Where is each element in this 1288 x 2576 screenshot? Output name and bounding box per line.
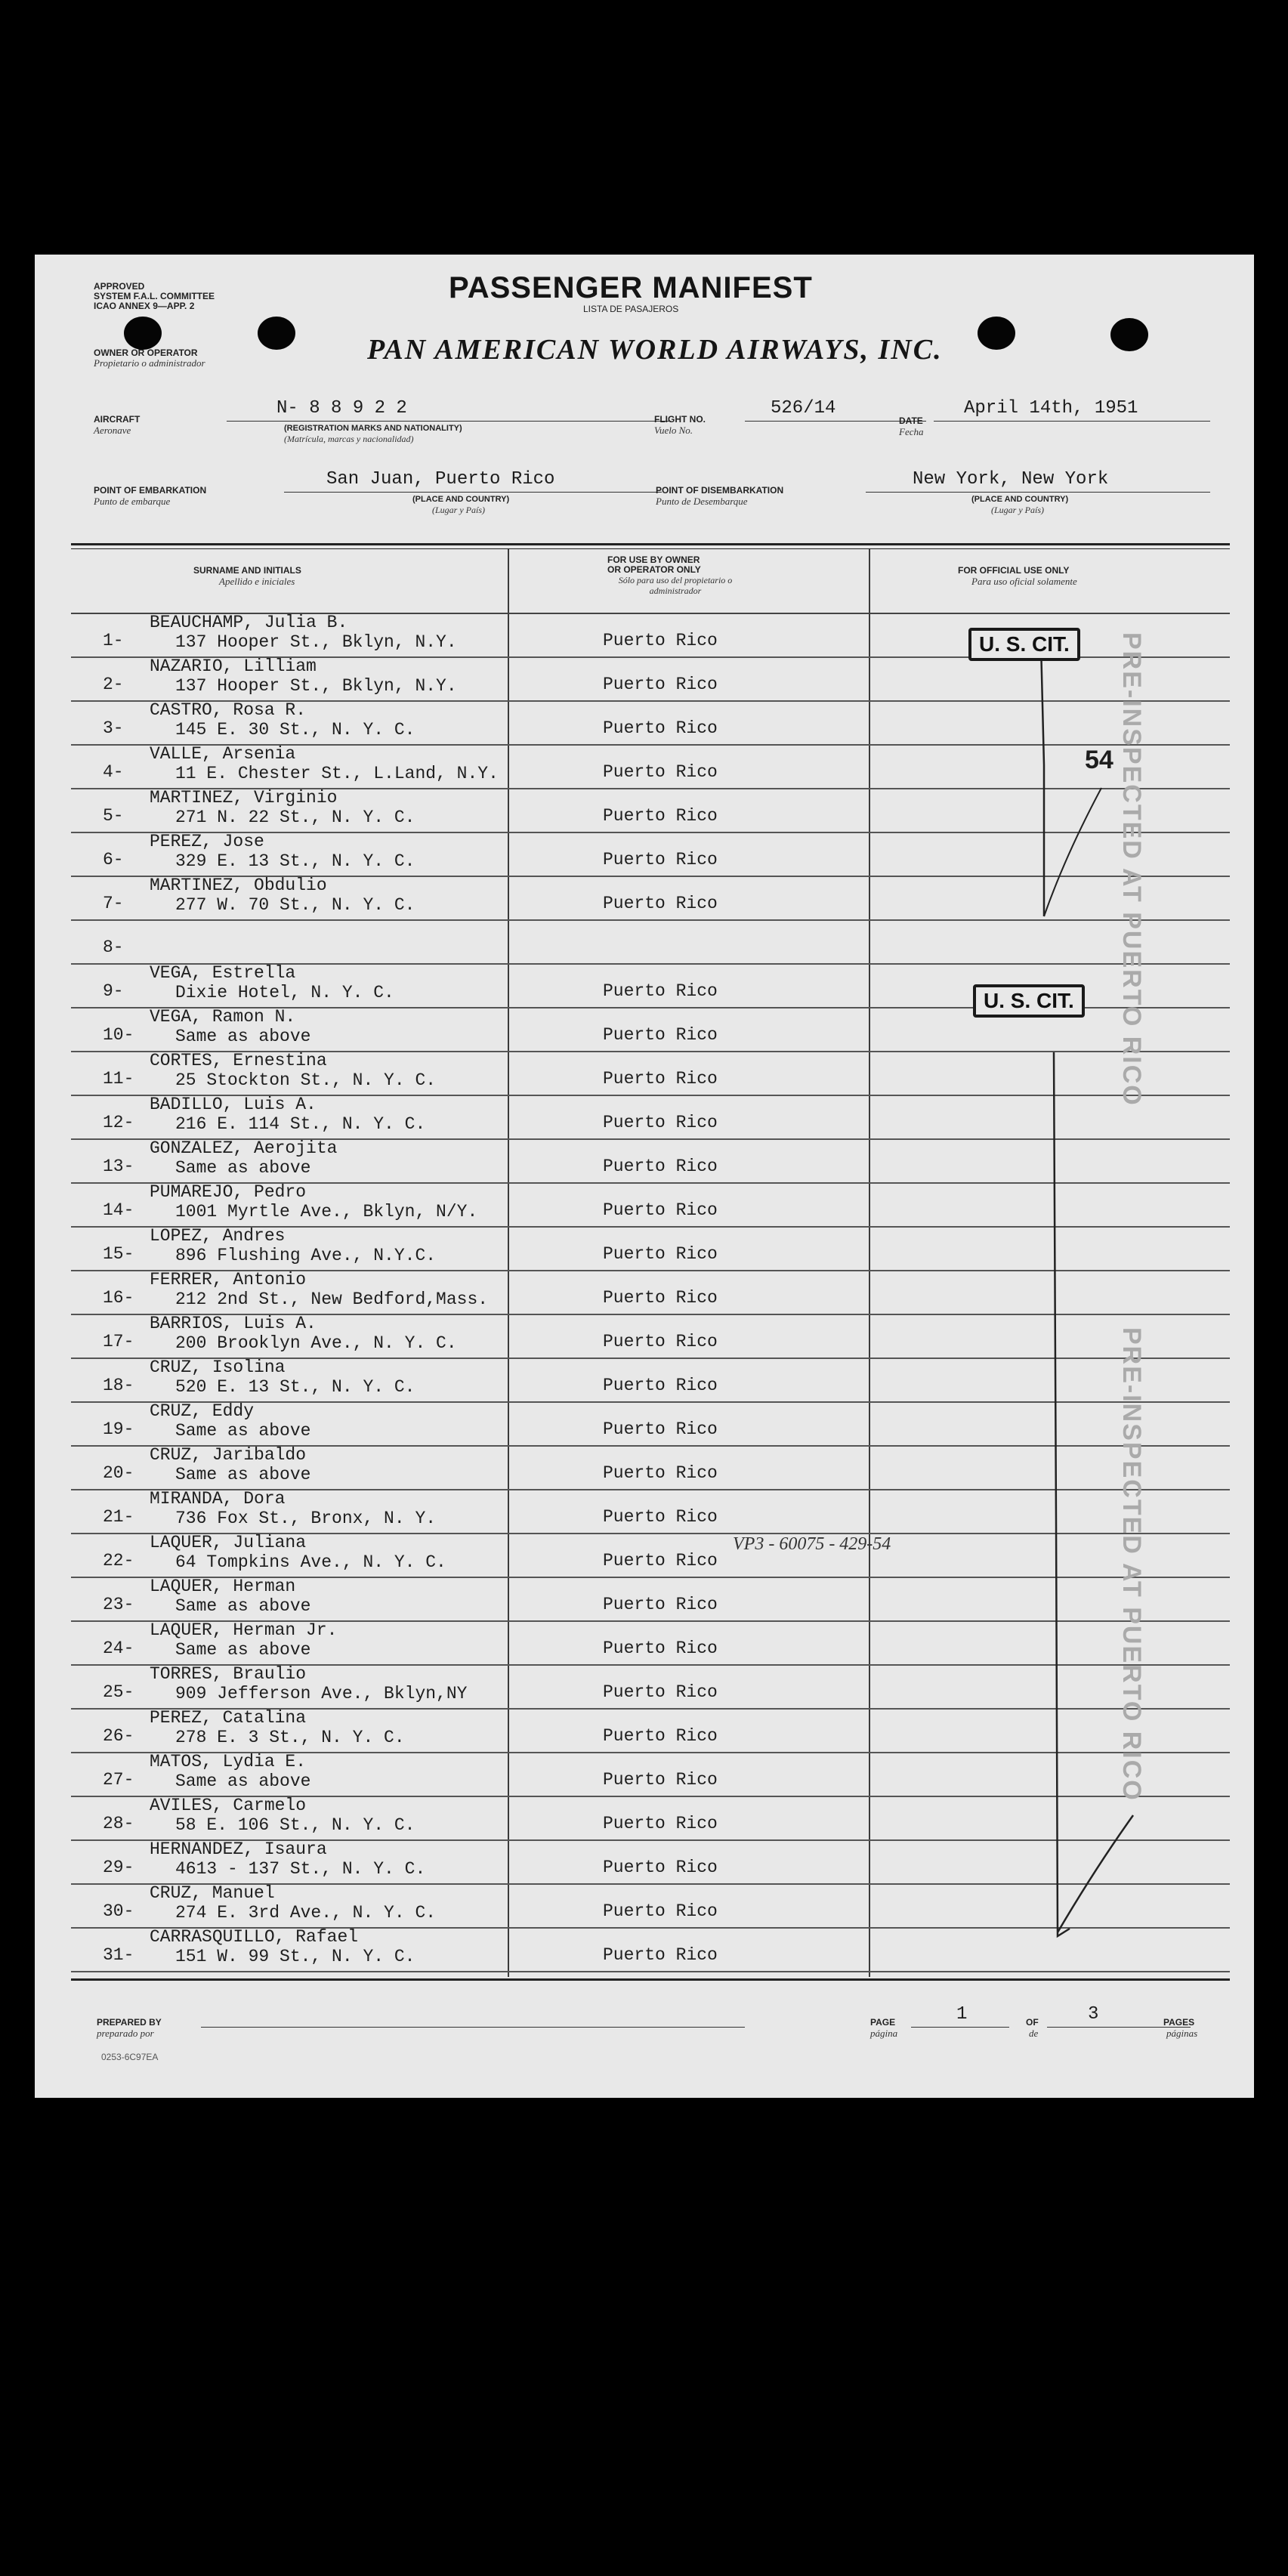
passenger-name: MIRANDA, Dora bbox=[150, 1489, 286, 1509]
row-number: 4- bbox=[103, 762, 124, 782]
aircraft-note-es: (Matrícula, marcas y nacionalidad) bbox=[284, 434, 414, 444]
page-label-es: página bbox=[870, 2028, 898, 2039]
passenger-address: Same as above bbox=[175, 1421, 311, 1441]
flight-label-es: Vuelo No. bbox=[654, 425, 693, 436]
owner-entry: Puerto Rico bbox=[603, 1157, 718, 1176]
disembark-value: New York, New York bbox=[913, 469, 1109, 490]
row-number: 22- bbox=[103, 1551, 134, 1571]
manifest-sheet bbox=[35, 255, 1254, 2098]
owner-entry: Puerto Rico bbox=[603, 1025, 718, 1045]
passenger-name: CRUZ, Manuel bbox=[150, 1883, 275, 1903]
row-number: 26- bbox=[103, 1726, 134, 1746]
owner-entry: Puerto Rico bbox=[603, 1507, 718, 1527]
passenger-address: 520 E. 13 St., N. Y. C. bbox=[175, 1377, 415, 1397]
col1-header: SURNAME AND INITIALS bbox=[193, 565, 301, 576]
row-number: 8- bbox=[103, 937, 124, 957]
official-marks bbox=[869, 614, 1231, 1981]
passenger-name: VEGA, Ramon N. bbox=[150, 1007, 296, 1027]
passenger-address: 25 Stockton St., N. Y. C. bbox=[175, 1070, 437, 1090]
row-number: 30- bbox=[103, 1901, 134, 1921]
col3-header: FOR OFFICIAL USE ONLY bbox=[958, 565, 1070, 576]
owner-entry: Puerto Rico bbox=[603, 894, 718, 913]
prepared-underline bbox=[201, 2027, 745, 2028]
row-number: 31- bbox=[103, 1945, 134, 1965]
passenger-address: 145 E. 30 St., N. Y. C. bbox=[175, 720, 415, 740]
passenger-address: 909 Jefferson Ave., Bklyn,NY bbox=[175, 1684, 468, 1703]
col1-header-es: Apellido e iniciales bbox=[219, 576, 295, 587]
owner-entry: Puerto Rico bbox=[603, 1858, 718, 1877]
owner-entry: Puerto Rico bbox=[603, 1726, 718, 1746]
passenger-name: FERRER, Antonio bbox=[150, 1270, 307, 1290]
disembark-label-es: Punto de Desembarque bbox=[656, 496, 748, 507]
row-number: 2- bbox=[103, 675, 124, 694]
passenger-name: MATOS, Lydia E. bbox=[150, 1752, 307, 1771]
us-citizen-stamp: U. S. CIT. bbox=[973, 984, 1085, 1018]
date-label: DATE bbox=[899, 415, 923, 426]
passenger-name: NAZARIO, Lilliam bbox=[150, 656, 317, 676]
owner-entry: Puerto Rico bbox=[603, 1200, 718, 1220]
passenger-address: Dixie Hotel, N. Y. C. bbox=[175, 983, 394, 1002]
owner-entry: Puerto Rico bbox=[603, 806, 718, 826]
passenger-address: 329 E. 13 St., N. Y. C. bbox=[175, 851, 415, 871]
handwritten-note: VP3 - 60075 - 429-54 bbox=[733, 1534, 891, 1554]
passenger-address: 200 Brooklyn Ave., N. Y. C. bbox=[175, 1333, 457, 1353]
row-number: 14- bbox=[103, 1200, 134, 1220]
passenger-address: 271 N. 22 St., N. Y. C. bbox=[175, 808, 415, 827]
row-number: 21- bbox=[103, 1507, 134, 1527]
count-number: 54 bbox=[1085, 746, 1113, 774]
passenger-address: Same as above bbox=[175, 1596, 311, 1616]
prepared-label-es: preparado por bbox=[97, 2028, 154, 2039]
passenger-name: PUMAREJO, Pedro bbox=[150, 1182, 307, 1202]
punch-hole bbox=[258, 317, 295, 350]
disembark-place-note-es: (Lugar y País) bbox=[991, 505, 1044, 515]
passenger-address: 137 Hooper St., Bklyn, N.Y. bbox=[175, 632, 457, 652]
row-number: 20- bbox=[103, 1463, 134, 1483]
aircraft-label-es: Aeronave bbox=[94, 425, 131, 436]
flight-label: FLIGHT NO. bbox=[654, 414, 706, 425]
disembark-underline bbox=[866, 492, 1210, 493]
owner-entry: Puerto Rico bbox=[603, 1770, 718, 1790]
owner-label-es: Propietario o administrador bbox=[94, 357, 205, 369]
owner-entry: Puerto Rico bbox=[603, 1551, 718, 1571]
preinspected-stamp: PRE-INSPECTED AT PUERTO RICO bbox=[1117, 1327, 1146, 1802]
row-number: 29- bbox=[103, 1858, 134, 1877]
row-number: 24- bbox=[103, 1639, 134, 1658]
passenger-name: MARTINEZ, Obdulio bbox=[150, 876, 327, 895]
row-number: 12- bbox=[103, 1113, 134, 1132]
embark-label: POINT OF EMBARKATION bbox=[94, 485, 207, 496]
owner-entry: Puerto Rico bbox=[603, 1113, 718, 1132]
row-number: 27- bbox=[103, 1770, 134, 1790]
passenger-name: VALLE, Arsenia bbox=[150, 744, 296, 764]
owner-entry: Puerto Rico bbox=[603, 675, 718, 694]
page-title-es: LISTA DE PASAJEROS bbox=[583, 304, 679, 314]
date-label-es: Fecha bbox=[899, 426, 924, 437]
passenger-name: CRUZ, Jaribaldo bbox=[150, 1445, 307, 1465]
date-underline bbox=[934, 421, 1210, 422]
passenger-name: BADILLO, Luis A. bbox=[150, 1095, 317, 1114]
approved-line: APPROVED bbox=[94, 281, 145, 292]
passenger-name: LOPEZ, Andres bbox=[150, 1226, 286, 1246]
passenger-address: Same as above bbox=[175, 1640, 311, 1660]
punch-hole bbox=[1110, 318, 1148, 351]
row-number: 28- bbox=[103, 1814, 134, 1833]
owner-entry: Puerto Rico bbox=[603, 1419, 718, 1439]
passenger-name: GONZALEZ, Aerojita bbox=[150, 1138, 338, 1158]
owner-entry: Puerto Rico bbox=[603, 1945, 718, 1965]
row-number: 10- bbox=[103, 1025, 134, 1045]
embark-place-note-es: (Lugar y País) bbox=[432, 505, 485, 515]
owner-entry: Puerto Rico bbox=[603, 1332, 718, 1351]
owner-label: OWNER OR OPERATOR bbox=[94, 347, 198, 358]
approved-line: SYSTEM F.A.L. COMMITTEE bbox=[94, 291, 215, 301]
pages-label-es: páginas bbox=[1166, 2028, 1198, 2039]
pages-label: PAGES bbox=[1163, 2017, 1195, 2028]
passenger-address: 278 E. 3 St., N. Y. C. bbox=[175, 1728, 405, 1747]
flight-value: 526/14 bbox=[771, 398, 836, 419]
passenger-address: 1001 Myrtle Ave., Bklyn, N/Y. bbox=[175, 1202, 478, 1222]
passenger-address: 896 Flushing Ave., N.Y.C. bbox=[175, 1246, 437, 1265]
owner-entry: Puerto Rico bbox=[603, 1376, 718, 1395]
owner-entry: Puerto Rico bbox=[603, 762, 718, 782]
of-label-es: de bbox=[1029, 2028, 1039, 2039]
us-citizen-stamp: U. S. CIT. bbox=[968, 628, 1080, 661]
row-number: 25- bbox=[103, 1682, 134, 1702]
owner-entry: Puerto Rico bbox=[603, 1069, 718, 1089]
aircraft-underline bbox=[227, 421, 671, 422]
row-number: 16- bbox=[103, 1288, 134, 1308]
passenger-address: 274 E. 3rd Ave., N. Y. C. bbox=[175, 1903, 437, 1923]
passenger-address: 151 W. 99 St., N. Y. C. bbox=[175, 1947, 415, 1966]
row-number: 5- bbox=[103, 806, 124, 826]
col3-header-es: Para uso oficial solamente bbox=[971, 576, 1077, 587]
owner-entry: Puerto Rico bbox=[603, 718, 718, 738]
passenger-name: HERNANDEZ, Isaura bbox=[150, 1839, 327, 1859]
row-number: 13- bbox=[103, 1157, 134, 1176]
aircraft-label: AIRCRAFT bbox=[94, 414, 141, 425]
owner-entry: Puerto Rico bbox=[603, 631, 718, 650]
passenger-address: Same as above bbox=[175, 1771, 311, 1791]
airline-name: PAN AMERICAN WORLD AIRWAYS, INC. bbox=[367, 334, 943, 366]
owner-entry: Puerto Rico bbox=[603, 1639, 718, 1658]
embark-value: San Juan, Puerto Rico bbox=[326, 469, 555, 490]
passenger-name: PEREZ, Jose bbox=[150, 832, 264, 851]
row-number: 9- bbox=[103, 981, 124, 1001]
row-number: 18- bbox=[103, 1376, 134, 1395]
passenger-address: 212 2nd St., New Bedford,Mass. bbox=[175, 1290, 489, 1309]
passenger-address: 736 Fox St., Bronx, N. Y. bbox=[175, 1509, 437, 1528]
passenger-name: CORTES, Ernestina bbox=[150, 1051, 327, 1070]
passenger-address: 137 Hooper St., Bklyn, N.Y. bbox=[175, 676, 457, 696]
of-label: OF bbox=[1026, 2017, 1039, 2028]
row-number: 15- bbox=[103, 1244, 134, 1264]
passenger-name: AVILES, Carmelo bbox=[150, 1796, 307, 1815]
passenger-name: CRUZ, Isolina bbox=[150, 1357, 286, 1377]
total-pages: 3 bbox=[1088, 2004, 1099, 2025]
passenger-address: Same as above bbox=[175, 1027, 311, 1046]
row-number: 19- bbox=[103, 1419, 134, 1439]
page-number: 1 bbox=[956, 2004, 968, 2025]
table-top-rule bbox=[71, 543, 1230, 545]
owner-entry: Puerto Rico bbox=[603, 1463, 718, 1483]
passenger-name: CARRASQUILLO, Rafael bbox=[150, 1927, 359, 1947]
passenger-name: LAQUER, Herman Jr. bbox=[150, 1620, 338, 1640]
owner-entry: Puerto Rico bbox=[603, 981, 718, 1001]
passenger-address: Same as above bbox=[175, 1158, 311, 1178]
owner-entry: Puerto Rico bbox=[603, 1682, 718, 1702]
col2-header-b: OR OPERATOR ONLY bbox=[607, 564, 701, 575]
passenger-address: Same as above bbox=[175, 1465, 311, 1484]
row-number: 23- bbox=[103, 1595, 134, 1614]
owner-entry: Puerto Rico bbox=[603, 1814, 718, 1833]
passenger-address: 277 W. 70 St., N. Y. C. bbox=[175, 895, 415, 915]
date-value: April 14th, 1951 bbox=[964, 398, 1138, 419]
row-number: 7- bbox=[103, 894, 124, 913]
aircraft-value: N- 8 8 9 2 2 bbox=[276, 398, 407, 419]
embark-label-es: Punto de embarque bbox=[94, 496, 171, 507]
punch-hole bbox=[124, 317, 162, 350]
approved-line: ICAO ANNEX 9—APP. 2 bbox=[94, 301, 195, 311]
passenger-address: 216 E. 114 St., N. Y. C. bbox=[175, 1114, 426, 1134]
passenger-address: 4613 - 137 St., N. Y. C. bbox=[175, 1859, 426, 1879]
owner-entry: Puerto Rico bbox=[603, 1288, 718, 1308]
form-code: 0253-6C97EA bbox=[101, 2052, 159, 2062]
passenger-address: 58 E. 106 St., N. Y. C. bbox=[175, 1815, 415, 1835]
passenger-name: LAQUER, Juliana bbox=[150, 1533, 307, 1552]
table-top-rule bbox=[71, 548, 1230, 549]
disembark-place-note: (PLACE AND COUNTRY) bbox=[971, 495, 1069, 504]
owner-entry: Puerto Rico bbox=[603, 850, 718, 869]
passenger-name: BEAUCHAMP, Julia B. bbox=[150, 613, 348, 632]
passenger-name: BARRIOS, Luis A. bbox=[150, 1314, 317, 1333]
row-number: 6- bbox=[103, 850, 124, 869]
col2-header-es: Sólo para uso del propietario o administrador bbox=[618, 575, 733, 596]
passenger-name: CRUZ, Eddy bbox=[150, 1401, 255, 1421]
row-number: 1- bbox=[103, 631, 124, 650]
embark-place-note: (PLACE AND COUNTRY) bbox=[412, 495, 510, 504]
preinspected-stamp: PRE-INSPECTED AT PUERTO RICO bbox=[1117, 632, 1146, 1107]
row-number: 3- bbox=[103, 718, 124, 738]
embark-underline bbox=[284, 492, 662, 493]
owner-entry: Puerto Rico bbox=[603, 1595, 718, 1614]
owner-entry: Puerto Rico bbox=[603, 1901, 718, 1921]
passenger-name: TORRES, Braulio bbox=[150, 1664, 307, 1684]
row-number: 11- bbox=[103, 1069, 134, 1089]
aircraft-note: (REGISTRATION MARKS AND NATIONALITY) bbox=[284, 424, 462, 433]
page-title: PASSENGER MANIFEST bbox=[449, 271, 813, 304]
passenger-name: VEGA, Estrella bbox=[150, 963, 296, 983]
page-label: PAGE bbox=[870, 2017, 896, 2028]
passenger-name: CASTRO, Rosa R. bbox=[150, 700, 307, 720]
page-underline bbox=[911, 2027, 1009, 2028]
punch-hole bbox=[978, 317, 1015, 350]
disembark-label: POINT OF DISEMBARKATION bbox=[656, 485, 784, 496]
owner-entry: Puerto Rico bbox=[603, 1244, 718, 1264]
passenger-address: 64 Tompkins Ave., N. Y. C. bbox=[175, 1552, 446, 1572]
passenger-name: LAQUER, Herman bbox=[150, 1577, 296, 1596]
prepared-label: PREPARED BY bbox=[97, 2017, 162, 2028]
passenger-address: 11 E. Chester St., L.Land, N.Y. bbox=[175, 764, 499, 783]
passenger-name: PEREZ, Catalina bbox=[150, 1708, 307, 1728]
approved-block bbox=[94, 282, 215, 311]
col2-header-a: FOR USE BY OWNER bbox=[607, 554, 700, 565]
passenger-name: MARTINEZ, Virginio bbox=[150, 788, 338, 808]
row-number: 17- bbox=[103, 1332, 134, 1351]
